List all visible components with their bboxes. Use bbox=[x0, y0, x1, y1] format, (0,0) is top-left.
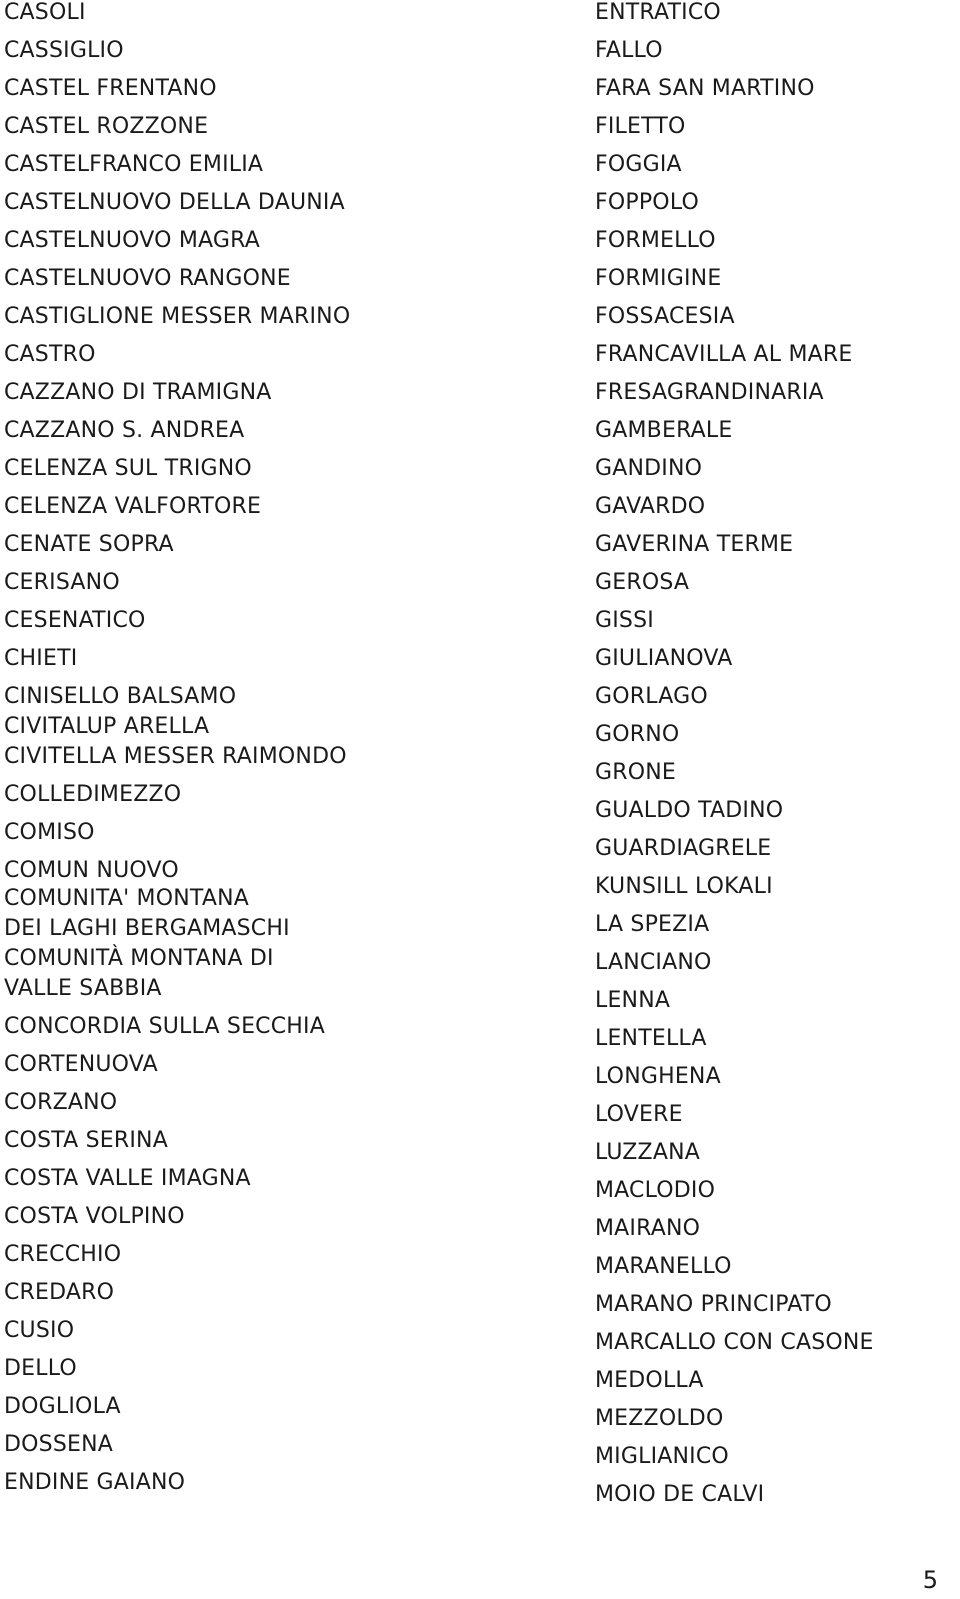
list-item: FALLO bbox=[595, 38, 663, 63]
list-item: MIGLIANICO bbox=[595, 1444, 729, 1469]
list-item: COLLEDIMEZZO bbox=[4, 782, 182, 807]
list-item: CASTELNUOVO MAGRA bbox=[4, 228, 260, 253]
list-item: CAZZANO S. ANDREA bbox=[4, 418, 245, 443]
list-item: VALLE SABBIA bbox=[4, 976, 162, 1001]
list-item: CORTENUOVA bbox=[4, 1052, 158, 1077]
list-item: CUSIO bbox=[4, 1318, 75, 1343]
list-item: GIULIANOVA bbox=[595, 646, 733, 671]
list-item: MARCALLO CON CASONE bbox=[595, 1330, 874, 1355]
list-item: FORMIGINE bbox=[595, 266, 722, 291]
list-item: MACLODIO bbox=[595, 1178, 716, 1203]
list-item: LANCIANO bbox=[595, 950, 712, 975]
list-item: LOVERE bbox=[595, 1102, 683, 1127]
list-item: GAVARDO bbox=[595, 494, 706, 519]
list-item: CORZANO bbox=[4, 1090, 118, 1115]
list-item: KUNSILL LOKALI bbox=[595, 874, 773, 899]
page-number: 5 bbox=[922, 1566, 938, 1594]
list-item: GAMBERALE bbox=[595, 418, 733, 443]
list-item: ENDINE GAIANO bbox=[4, 1470, 186, 1495]
list-item: ENTRATICO bbox=[595, 0, 721, 25]
list-item: FOPPOLO bbox=[595, 190, 700, 215]
list-item: GANDINO bbox=[595, 456, 703, 481]
list-item: MAIRANO bbox=[595, 1216, 701, 1241]
list-item: CELENZA SUL TRIGNO bbox=[4, 456, 252, 481]
list-item: CIVITELLA MESSER RAIMONDO bbox=[4, 744, 347, 769]
list-item: GORLAGO bbox=[595, 684, 708, 709]
list-item: LA SPEZIA bbox=[595, 912, 710, 937]
list-item: CIVITALUP ARELLA bbox=[4, 714, 210, 739]
list-item: MARANELLO bbox=[595, 1254, 732, 1279]
list-item: FOGGIA bbox=[595, 152, 682, 177]
list-item: FRANCAVILLA AL MARE bbox=[595, 342, 853, 367]
list-item: GORNO bbox=[595, 722, 680, 747]
list-item: CASTELNUOVO RANGONE bbox=[4, 266, 291, 291]
list-item: MOIO DE CALVI bbox=[595, 1482, 765, 1507]
list-item: GRONE bbox=[595, 760, 677, 785]
list-item: CONCORDIA SULLA SECCHIA bbox=[4, 1014, 325, 1039]
list-item: CHIETI bbox=[4, 646, 78, 671]
list-item: MEDOLLA bbox=[595, 1368, 704, 1393]
list-item: CENATE SOPRA bbox=[4, 532, 174, 557]
list-item: COMUN NUOVO bbox=[4, 858, 179, 883]
list-item: CASTEL ROZZONE bbox=[4, 114, 209, 139]
list-item: COMUNITA' MONTANA bbox=[4, 886, 249, 911]
list-item: CASTELNUOVO DELLA DAUNIA bbox=[4, 190, 345, 215]
list-item: LONGHENA bbox=[595, 1064, 721, 1089]
list-item: COMUNITÀ MONTANA DI bbox=[4, 946, 274, 971]
list-item: MEZZOLDO bbox=[595, 1406, 724, 1431]
list-item: CESENATICO bbox=[4, 608, 146, 633]
list-item: LUZZANA bbox=[595, 1140, 700, 1165]
list-item: DOSSENA bbox=[4, 1432, 113, 1457]
list-item: CERISANO bbox=[4, 570, 120, 595]
list-item: GISSI bbox=[595, 608, 654, 633]
list-item: CASOLI bbox=[4, 0, 86, 25]
list-item: CASTIGLIONE MESSER MARINO bbox=[4, 304, 351, 329]
list-item: CELENZA VALFORTORE bbox=[4, 494, 262, 519]
list-item: CASTRO bbox=[4, 342, 96, 367]
list-item: GEROSA bbox=[595, 570, 690, 595]
list-item: MARANO PRINCIPATO bbox=[595, 1292, 832, 1317]
list-item: GUALDO TADINO bbox=[595, 798, 784, 823]
list-item: COSTA VALLE IMAGNA bbox=[4, 1166, 251, 1191]
list-item: DEI LAGHI BERGAMASCHI bbox=[4, 916, 290, 941]
list-item: GUARDIAGRELE bbox=[595, 836, 772, 861]
list-item: FILETTO bbox=[595, 114, 686, 139]
list-item: LENTELLA bbox=[595, 1026, 707, 1051]
list-item: CAZZANO DI TRAMIGNA bbox=[4, 380, 272, 405]
list-item: FORMELLO bbox=[595, 228, 716, 253]
list-item: FOSSACESIA bbox=[595, 304, 735, 329]
list-item: COMISO bbox=[4, 820, 95, 845]
list-item: CRECCHIO bbox=[4, 1242, 122, 1267]
list-item: FRESAGRANDINARIA bbox=[595, 380, 824, 405]
list-item: LENNA bbox=[595, 988, 671, 1013]
list-item: DELLO bbox=[4, 1356, 77, 1381]
list-item: GAVERINA TERME bbox=[595, 532, 794, 557]
list-item: CASTEL FRENTANO bbox=[4, 76, 217, 101]
list-item: CREDARO bbox=[4, 1280, 115, 1305]
list-item: COSTA SERINA bbox=[4, 1128, 168, 1153]
list-item: COSTA VOLPINO bbox=[4, 1204, 185, 1229]
list-item: CINISELLO BALSAMO bbox=[4, 684, 237, 709]
list-item: DOGLIOLA bbox=[4, 1394, 121, 1419]
list-item: CASTELFRANCO EMILIA bbox=[4, 152, 264, 177]
list-item: FARA SAN MARTINO bbox=[595, 76, 815, 101]
list-item: CASSIGLIO bbox=[4, 38, 124, 63]
